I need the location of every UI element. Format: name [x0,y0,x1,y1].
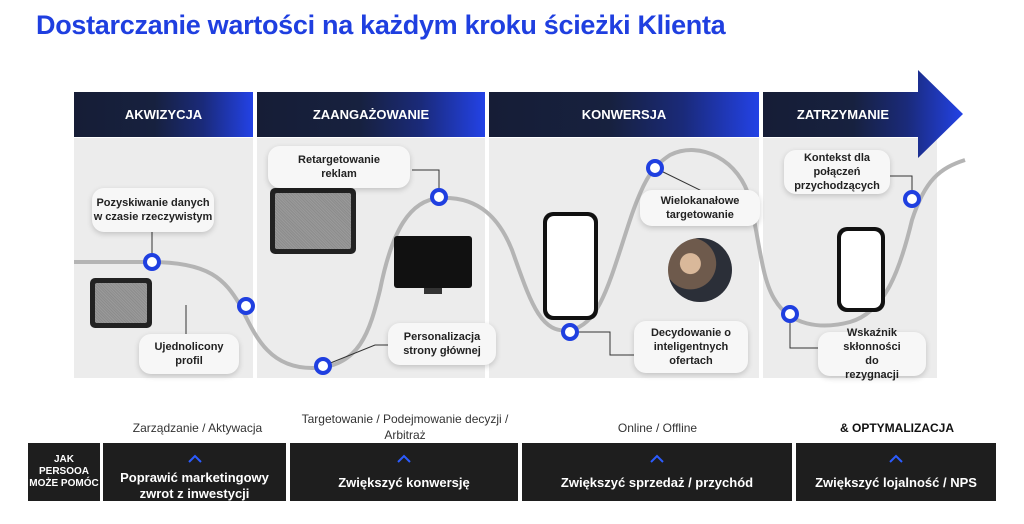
chevron-up-icon [888,454,904,464]
callout-retargeting: Retargetowanie reklam [268,146,410,188]
benefit-bar-loyalty [796,443,996,501]
callout-multichannel: Wielokanałowe targetowanie [640,190,760,226]
benefit-bar-sales [522,443,792,501]
circle-node-icon [563,325,577,339]
benefit-sales-label: Zwiększyć sprzedaż / przychód [560,475,754,490]
callout-unified-profile: Ujednolicony profil [139,334,239,374]
circle-node-icon [905,192,919,206]
circle-node-icon [239,299,253,313]
customer-photo [668,238,732,302]
benefit-bar-roi [103,443,286,501]
caption-targeting: Targetowanie / Podejmowanie decyzji / Arbitraż [301,412,509,442]
stage-head-acquisition: AKWIZYCJA [124,107,203,122]
chevron-up-icon [396,454,412,464]
stage-head-engagement: ZAANGAŻOWANIE [312,107,430,122]
caption-optimization: & OPTYMALIZACJA [840,421,954,435]
callout-churn-indicator: Wskaźnik skłonności do rezygnacji [818,332,926,376]
circle-node-icon [648,161,662,175]
stage-head-conversion: KONWERSJA [581,107,667,122]
chevron-up-icon [649,454,665,464]
tablet-device-icon [90,278,152,328]
circle-node-icon [316,359,330,373]
circle-node-icon [145,255,159,269]
callout-personalization: Personalizacja strony głównej [388,323,496,365]
circle-node-icon [432,190,446,204]
smartphone-icon [837,227,885,312]
how-help-label: JAK PERSOOA MOŻE POMÓC [28,443,100,501]
benefit-conversion-label: Zwiększyć konwersję [338,475,470,490]
smartphone-icon [543,212,598,320]
caption-online-offline: Online / Offline [617,421,698,435]
callout-call-context: Kontekst dla połączeń przychodzących [784,150,890,194]
page-title: Dostarczanie wartości na każdym kroku ścieżki Klienta [36,10,726,40]
circle-node-icon [783,307,797,321]
callout-intelligent-offers: Decydowanie o inteligentnych ofertach [634,321,748,373]
stage-head-retention: ZATRZYMANIE [796,107,890,122]
tablet-device-icon [270,188,356,254]
chevron-up-icon [187,454,203,464]
monitor-device-icon [394,236,472,288]
callout-data-collection: Pozyskiwanie danych w czasie rzeczywistym [92,188,214,232]
benefit-loyalty-label: Zwiększyć lojalność / NPS [815,475,977,490]
benefit-roi-label: Poprawić marketingowy zwrot z inwestycji [120,470,269,501]
benefit-bar-conversion [290,443,518,501]
monitor-stand [424,288,442,294]
caption-management: Zarządzanie / Aktywacja [132,421,263,435]
